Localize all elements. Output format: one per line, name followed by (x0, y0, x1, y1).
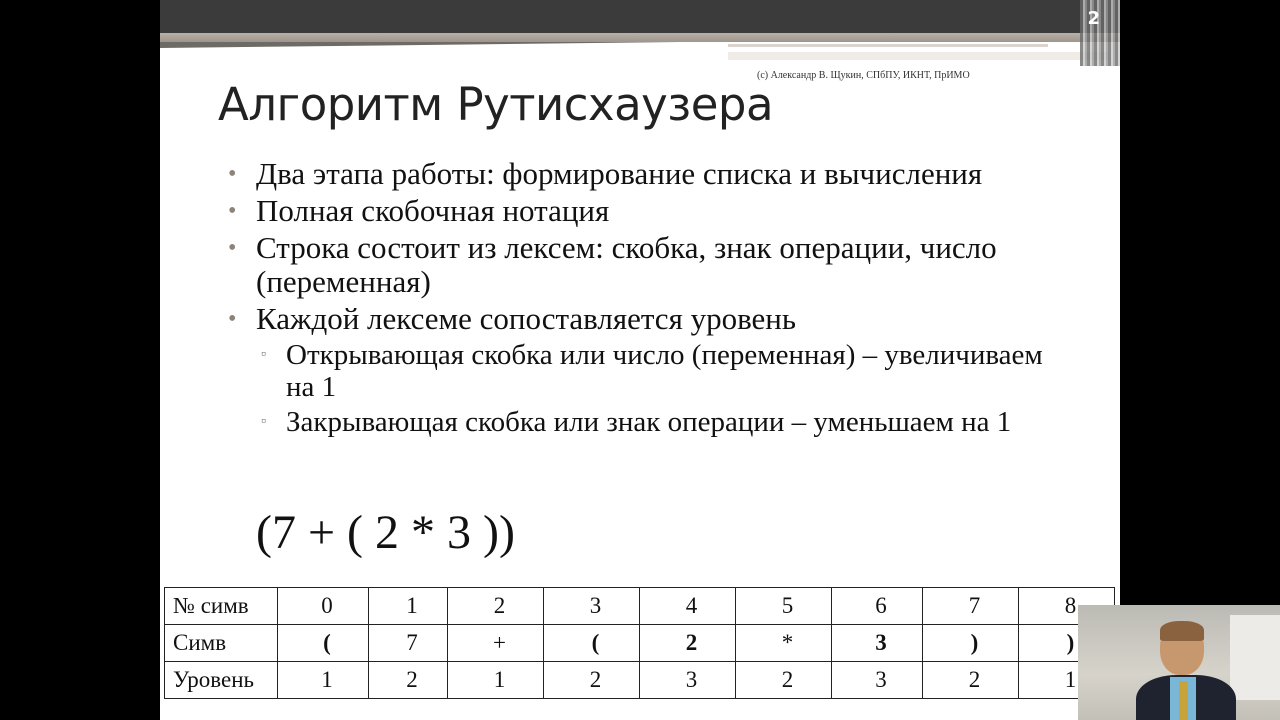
table-cell: ) (923, 625, 1019, 662)
table-cell: 2 (640, 625, 736, 662)
lexeme-level-table (164, 587, 1115, 699)
table-cell: ) (1019, 625, 1115, 662)
table-cell: + (448, 625, 544, 662)
table-cell: 2 (544, 662, 640, 699)
bullet-item: • Полная скобочная нотация (228, 193, 610, 228)
slide-number: 2 (1087, 8, 1100, 29)
table-cell: 3 (832, 625, 923, 662)
table-row-index (165, 588, 1115, 625)
copyright-note: (с) Александр В. Щукин, СПбПУ, ИКНТ, ПрИМО (757, 70, 970, 81)
table-row-level (165, 662, 1115, 699)
example-formula: (7 + ( 2 * 3 )) (256, 506, 516, 559)
slide-top-stripe (160, 33, 1120, 42)
bullet-dot-icon: • (228, 161, 237, 187)
decorative-line (728, 52, 1108, 60)
table-cell: * (736, 625, 832, 662)
presenter-hair (1160, 621, 1204, 641)
slide-title: Алгоритм Рутисхаузера (218, 78, 774, 131)
table-cell: ( (544, 625, 640, 662)
decorative-triangle (160, 42, 680, 48)
webcam-background-board (1230, 615, 1280, 700)
table-cell: 2 (923, 662, 1019, 699)
table-cell: 8 (1019, 588, 1115, 625)
row-label: № симв (165, 588, 278, 625)
table-cell: 1 (369, 588, 448, 625)
bullet-dot-icon: • (228, 198, 237, 224)
square-bullet-icon: ▫ (261, 414, 266, 429)
slide-top-bar (160, 0, 1120, 33)
bullet-item: • Два этапа работы: формирование списка и вычисления (228, 156, 983, 191)
bullet-dot-icon: • (228, 306, 237, 332)
table-cell: 7 (369, 625, 448, 662)
square-bullet-icon: ▫ (261, 347, 266, 362)
decorative-line (728, 44, 1048, 47)
table-cell: 2 (736, 662, 832, 699)
bullet-list (228, 157, 1048, 441)
decorative-stripes (1080, 0, 1120, 66)
row-label: Уровень (165, 662, 278, 699)
table-cell: ( (278, 625, 369, 662)
table-cell: 5 (736, 588, 832, 625)
slide (160, 0, 1120, 720)
table-cell: 1 (448, 662, 544, 699)
table-cell: 3 (544, 588, 640, 625)
table-cell: 2 (448, 588, 544, 625)
table-cell: 6 (832, 588, 923, 625)
table-cell: 1 (278, 662, 369, 699)
table-row-symbol (165, 625, 1115, 662)
bullet-dot-icon: • (228, 235, 237, 261)
table-cell: 1 (1019, 662, 1115, 699)
presenter-webcam-overlay (1078, 605, 1280, 720)
table-cell: 0 (278, 588, 369, 625)
bullet-item: • Каждой лексеме сопоставляется уровень (228, 301, 797, 336)
row-label: Симв (165, 625, 278, 662)
table-cell: 3 (640, 662, 736, 699)
sub-bullet-item: ▫ Закрывающая скобка или знак операции – уменьшаем на 1 (261, 406, 1012, 438)
presenter-tie (1179, 681, 1188, 720)
table-cell: 4 (640, 588, 736, 625)
table-cell: 7 (923, 588, 1019, 625)
bullet-item: • Строка состоит из лексем: скобка, знак операции, число (переменная) (228, 230, 997, 299)
sub-bullet-item: ▫ Открывающая скобка или число (переменная) – увеличиваем на 1 (261, 339, 1043, 403)
table-cell: 3 (832, 662, 923, 699)
table-cell: 2 (369, 662, 448, 699)
